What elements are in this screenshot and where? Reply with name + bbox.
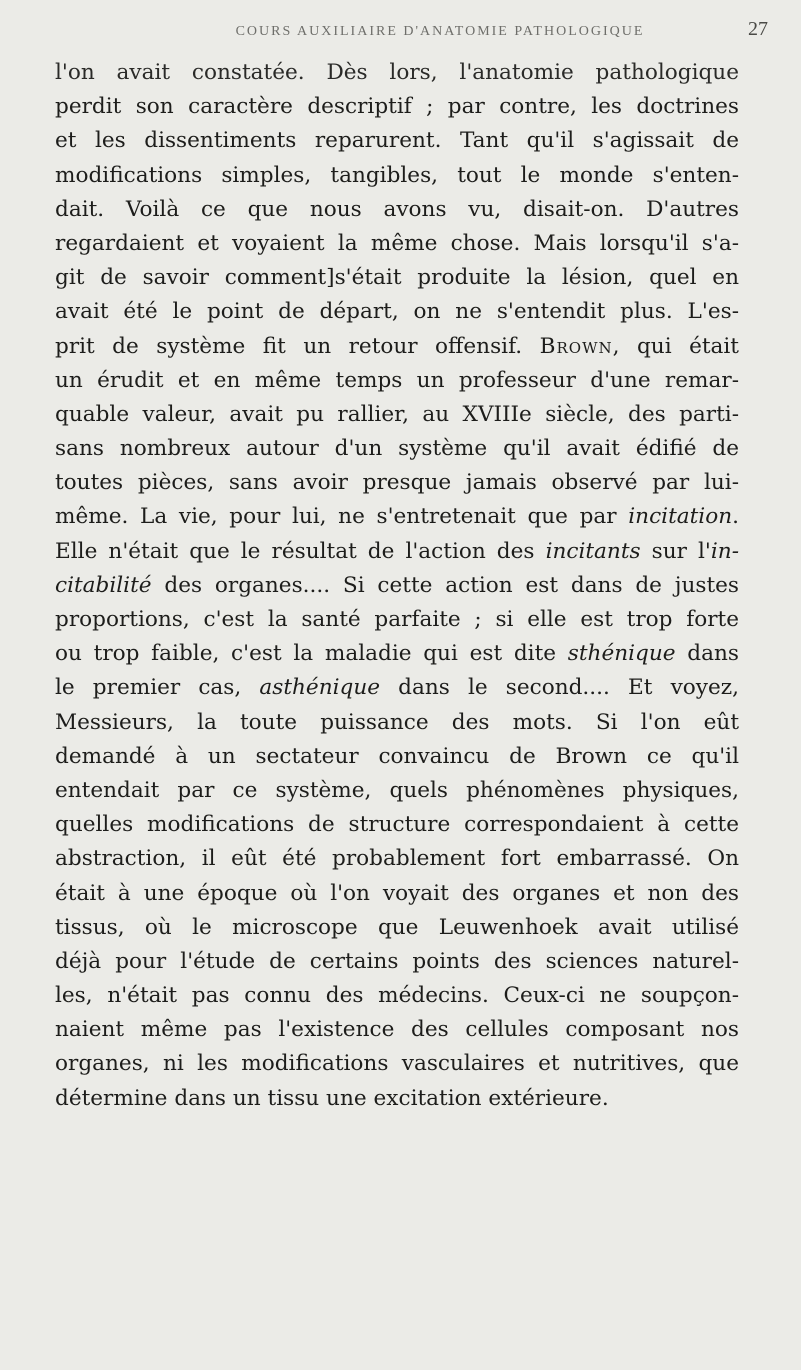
text-line: git de savoir comment]s'était produite la lésion, quel en — [55, 265, 739, 291]
text-line: abstraction, il eût été probablement fort embarrassé. On — [55, 846, 739, 872]
body-text — [55, 56, 739, 1116]
text-fragment: prit de système fit un retour offensif. — [55, 333, 523, 359]
author-name-brown: Brown — [539, 333, 613, 359]
italic-term: incitants — [545, 538, 641, 564]
text-line: un érudit et en même temps un professeur d'une remar- — [55, 367, 739, 393]
text-line: perdit son caractère descriptif ; par contre, les doctrines — [55, 94, 739, 120]
text-line: quelles modifications de structure correspondaient à cette — [55, 812, 739, 838]
text-line — [55, 637, 739, 671]
text-line: l'on avait constatée. Dès lors, l'anatomie pathologique — [55, 60, 739, 85]
text-fragment: même. La vie, pour lui, ne s'entretenait que par — [55, 504, 617, 530]
text-line: dait. Voilà ce que nous avons vu, disait-on. D'autres — [55, 196, 739, 222]
text-line: les, n'était pas connu des médecins. Ceux-ci ne soupçon- — [55, 983, 739, 1009]
text-line: détermine dans un tissu une excitation extérieure. — [55, 1085, 609, 1111]
text-line: était à une époque où l'on voyait des organes et non des — [55, 880, 739, 906]
text-line: tissus, où le microscope que Leuwenhoek avait utilisé — [55, 914, 739, 940]
text-line: et les dissentiments reparurent. Tant qu'il s'agissait de — [55, 128, 739, 154]
italic-term: in- — [710, 538, 739, 564]
text-fragment: dans le second.... Et voyez, — [380, 675, 739, 701]
text-fragment: dans — [675, 641, 739, 667]
text-line: naient même pas l'existence des cellules composant nos — [55, 1017, 739, 1043]
text-line: quable valeur, avait pu rallier, au XVIIIe siècle, des parti- — [55, 401, 739, 427]
text-line: toutes pièces, sans avoir presque jamais observé par lui- — [55, 470, 739, 496]
text-line: organes, ni les modifications vasculaires et nutritives, que — [55, 1051, 739, 1077]
text-line: avait été le point de départ, on ne s'entendit plus. L'es- — [55, 299, 739, 325]
text-line — [55, 535, 739, 569]
text-line — [55, 671, 739, 705]
text-line: entendait par ce système, quels phénomènes physiques, — [55, 777, 739, 803]
text-line: sans nombreux autour d'un système qu'il avait édifié de — [55, 436, 739, 462]
text-line: demandé à un sectateur convaincu de Brown ce qu'il — [55, 743, 739, 769]
text-line — [55, 330, 739, 364]
text-line: déjà pour l'étude de certains points des sciences naturel- — [55, 948, 739, 974]
italic-term: citabilité — [55, 572, 152, 598]
text-line: proportions, c'est la santé parfaite ; si elle est trop forte — [55, 607, 739, 632]
text-line: regardaient et voyaient la même chose. Mais lorsqu'il s'a- — [55, 230, 739, 256]
text-line: Messieurs, la toute puissance des mots. Si l'on eût — [55, 709, 739, 735]
page-number: 27 — [748, 18, 768, 40]
text-line — [55, 500, 739, 534]
italic-term: incitation — [628, 504, 733, 530]
text-fragment: . — [732, 504, 739, 530]
text-line: modifications simples, tangibles, tout le monde s'enten- — [55, 162, 739, 188]
running-head: COURS AUXILIAIRE D'ANATOMIE PATHOLOGIQUE — [235, 24, 645, 39]
italic-term: sthénique — [567, 641, 676, 667]
text-fragment: le premier cas, — [55, 675, 242, 701]
text-fragment: des organes.... Si cette action est dans de justes — [151, 572, 739, 598]
text-fragment: , qui était — [612, 333, 739, 359]
text-fragment: Elle n'était que le résultat de l'action des — [55, 538, 535, 564]
italic-term: asthénique — [259, 675, 381, 701]
text-fragment: sur l' — [640, 538, 711, 564]
text-fragment: ou trop faible, c'est la maladie qui est dite — [55, 641, 557, 667]
text-line — [55, 569, 739, 603]
